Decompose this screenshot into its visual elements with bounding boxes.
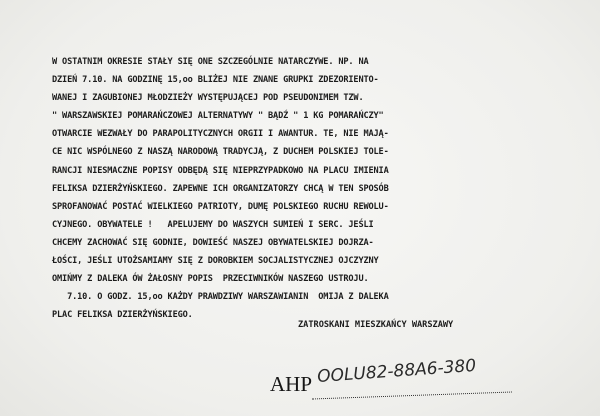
text-line-5: OTWARCIE WEZWAŁY DO PARAPOLITYCZNYCH ORGII I AWANTUR. TE, NIE MAJĄ- bbox=[52, 129, 389, 139]
text-line-10: CYJNEGO. OBYWATELE ! APELUJEMY DO WASZYCH SUMIEŃ I SERC. JEŚLI bbox=[52, 220, 374, 230]
text-line-2: DZIEŃ 7.10. NA GODZINĘ 15,oo BLIŻEJ NIE ZNANE GRUPKI ZDEZORIENTO- bbox=[52, 75, 379, 85]
text-line-6: CE NIC WSPÓLNEGO Z NASZĄ NARODOWĄ TRADYCJĄ, Z DUCHEM POLSKIEJ TOLE- bbox=[52, 147, 389, 157]
archive-label: AHP bbox=[270, 372, 313, 396]
text-line-7: RANCJI NIESMACZNE POPISY ODBĘDĄ SIĘ NIEPRZYPADKOWO NA PLACU IMIENIA bbox=[52, 166, 389, 176]
text-line-13: OMIŃMY Z DALEKA ÓW ŻAŁOSNY POPIS PRZECIWNIKÓW NASZEGO USTROJU. bbox=[52, 274, 369, 284]
text-line-15: PLAC FELIKSA DZIERŻYŃSKIEGO. bbox=[52, 310, 193, 320]
text-line-4: " WARSZAWSKIEJ POMARAŃCZOWEJ ALTERNATYWY " BĄDŹ " 1 KG POMARAŃCZY" bbox=[52, 111, 384, 121]
text-line-12: ŁOŚCI, JEŚLI UTOŻSAMIAMY SIĘ Z DOROBKIEM SOCJALISTYCZNEJ OJCZYZNY bbox=[52, 256, 379, 266]
archive-number-handwritten: OOLU82-88A6-380 bbox=[316, 355, 477, 387]
text-line-8: FELIKSA DZIERŻYŃSKIEGO. ZAPEWNE ICH ORGANIZATORZY CHCĄ W TEN SPOSÓB bbox=[52, 184, 389, 194]
text-line-9: SPROFANOWAĆ POSTAĆ WIELKIEGO PATRIOTY, DUMĘ POLSKIEGO RUCHU REWOLU- bbox=[52, 202, 389, 212]
text-line-14: 7.10. O GODZ. 15,oo KAŻDY PRAWDZIWY WARSZAWIANIN OMIJA Z DALEKA bbox=[52, 292, 389, 302]
text-line-3: WANEJ I ZAGUBIONEJ MŁODZIEŻY WYSTĘPUJĄCEJ POD PSEUDONIMEM TZW. bbox=[52, 93, 364, 103]
signature: ZATROSKANI MIESZKAŃCY WARSZAWY bbox=[298, 320, 454, 330]
text-line-11: CHCEMY ZACHOWAĆ SIĘ GODNIE, DOWIEŚĆ NASZEJ OBYWATELSKIEJ DOJRZA- bbox=[52, 238, 374, 248]
text-line-1: W OSTATNIM OKRESIE STAŁY SIĘ ONE SZCZEGÓLNIE NATARCZYWE. NP. NA bbox=[52, 57, 369, 67]
